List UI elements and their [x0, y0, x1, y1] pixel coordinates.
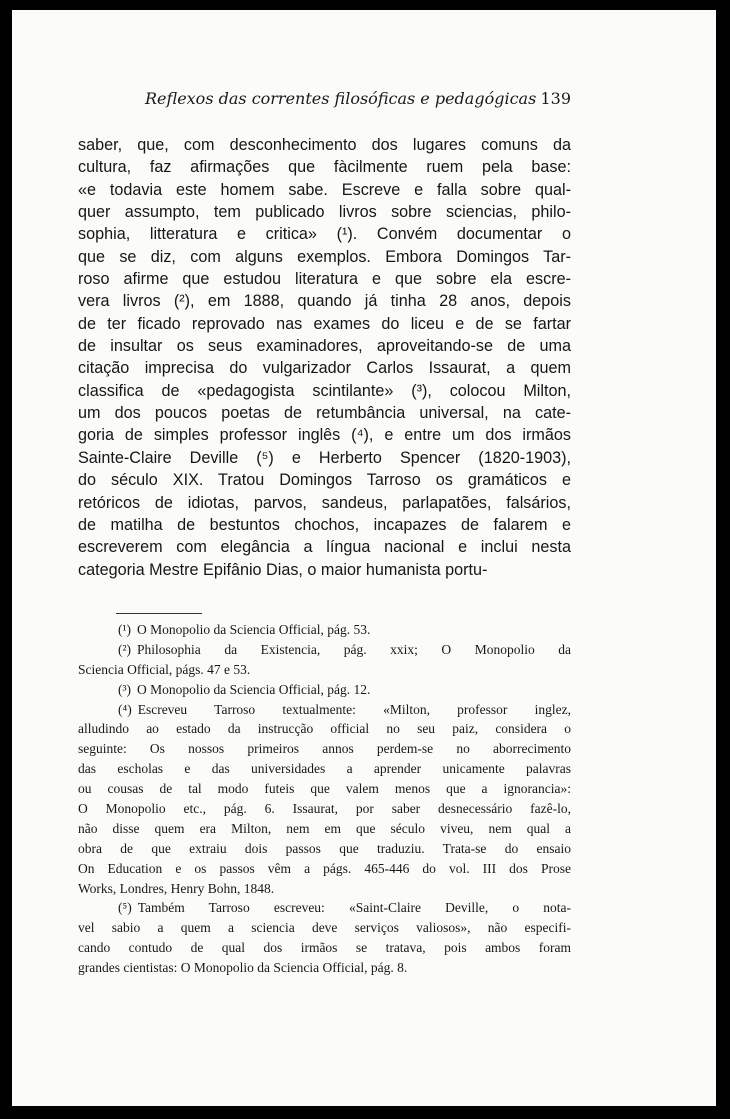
footnote-text: O Monopolio da Sciencia Official, pág. 12. — [137, 681, 371, 697]
footnote-separator — [116, 613, 202, 614]
footnote-mark: (⁵) — [118, 900, 132, 916]
body-line: de matilha de bestuntos chochos, incapazes de falarem e — [78, 515, 571, 534]
footnote-text: O Monopolio da Sciencia Official, pág. 53. — [137, 622, 371, 637]
body-line: que se diz, com alguns exemplos. Embora Domingos Tar- — [78, 247, 571, 266]
footnote-line — [78, 640, 571, 660]
footnote-line: O Monopolio etc., pág. 6. Issaurat, por saber desnecessário fazê-lo, — [78, 801, 571, 817]
body-text — [78, 134, 571, 581]
body-line: sophia, litteratura e critica» (¹). Convém documentar o — [78, 225, 571, 244]
body-line: escreverem com elegância a língua nacional e inclui nesta — [78, 538, 571, 557]
footnote-1 — [78, 620, 571, 640]
running-title: Reflexos das correntes filosóficas e pedagógicas — [145, 89, 537, 108]
footnote-line: vel sabio a quem a sciencia deve serviços valiosos», não especifi- — [78, 920, 571, 936]
body-line: um dos poucos poetas de retumbância universal, na cate- — [78, 404, 571, 423]
body-line: de insultar os seus examinadores, aproveitando-se de uma — [78, 337, 571, 356]
footnote-2 — [78, 640, 571, 680]
body-line: Sainte-Claire Deville (⁵) e Herberto Spencer (1820-1903), — [78, 448, 571, 467]
footnote-line: cando contudo de qual dos irmãos se tratava, pois ambos foram — [78, 940, 571, 956]
body-line: retóricos de idiotas, parvos, sandeus, parlapatões, falsários, — [78, 493, 571, 512]
footnote-line — [78, 898, 571, 918]
body-line: quer assumpto, tem publicado livros sobre sciencias, philo- — [78, 203, 571, 222]
page-header — [145, 89, 571, 113]
body-line: roso afirme que estudou literatura e que sobre ela escre- — [78, 270, 571, 289]
footnote-4 — [78, 700, 571, 899]
body-line: de ter ficado reprovado nas exames do liceu e de se fartar — [78, 314, 571, 333]
footnote-mark: (²) — [118, 641, 132, 657]
footnote-line: On Education e os passos vêm a págs. 465-446 do vol. III dos Prose — [78, 860, 571, 876]
body-line: vera livros (²), em 1888, quando já tinha 28 anos, depois — [78, 292, 571, 311]
footnote-line — [78, 620, 571, 640]
body-line: saber, que, com desconhecimento dos lugares comuns da — [78, 136, 571, 154]
footnote-line: Sciencia Official, págs. 47 e 53. — [78, 661, 251, 677]
footnote-text: Também Tarroso escreveu: «Saint-Claire Deville, o nota- — [137, 900, 571, 916]
book-page — [12, 10, 716, 1106]
body-line: «e todavia este homem sabe. Escreve e falla sobre qual- — [78, 180, 571, 199]
body-line: classifica de «pedagogista scintilante» (³), colocou Milton, — [78, 381, 571, 400]
body-line: cultura, faz afirmações que fàcilmente ruem pela base: — [78, 158, 571, 177]
footnotes — [78, 620, 571, 978]
footnote-3 — [78, 680, 571, 700]
footnote-text: Philosophia da Existencia, pág. xxix; O Monopolio da — [137, 641, 571, 657]
body-line: citação imprecisa do vulgarizador Carlos Issaurat, a quem — [78, 359, 571, 378]
body-line: goria de simples professor inglês (⁴), e entre um dos irmãos — [78, 426, 571, 445]
footnote-line — [78, 700, 571, 720]
body-line: categoria Mestre Epifânio Dias, o maior humanista portu- — [78, 560, 488, 579]
footnote-line: das escholas e das universidades a aprender unicamente palavras — [78, 761, 571, 777]
footnote-line: seguinte: Os nossos primeiros annos perdem-se no aborrecimento — [78, 741, 571, 757]
footnote-5 — [78, 898, 571, 978]
footnote-line: grandes cientistas: O Monopolio da Sciencia Official, pág. 8. — [78, 960, 408, 976]
footnote-line: não disse quem era Milton, nem em que século viveu, nem qual a — [78, 820, 571, 836]
footnote-line: ou cousas de tal modo futeis que valem menos que a ignorancia»: — [78, 781, 571, 797]
footnote-mark: (⁴) — [118, 701, 132, 717]
footnote-line: obra de que extraiu dois passos que traduziu. Trata-se do ensaio — [78, 840, 571, 856]
footnote-line — [78, 680, 571, 700]
page-number: 139 — [540, 89, 571, 108]
footnote-line: alludindo ao estado da instrucção official no seu paiz, considera o — [78, 721, 571, 737]
footnote-mark: (¹) — [118, 622, 132, 637]
footnote-line: Works, Londres, Henry Bohn, 1848. — [78, 880, 275, 896]
body-line: do século XIX. Tratou Domingos Tarroso os gramáticos e — [78, 471, 571, 490]
footnote-text: Escreveu Tarroso textualmente: «Milton, professor inglez, — [137, 701, 571, 717]
footnote-mark: (³) — [118, 681, 132, 697]
